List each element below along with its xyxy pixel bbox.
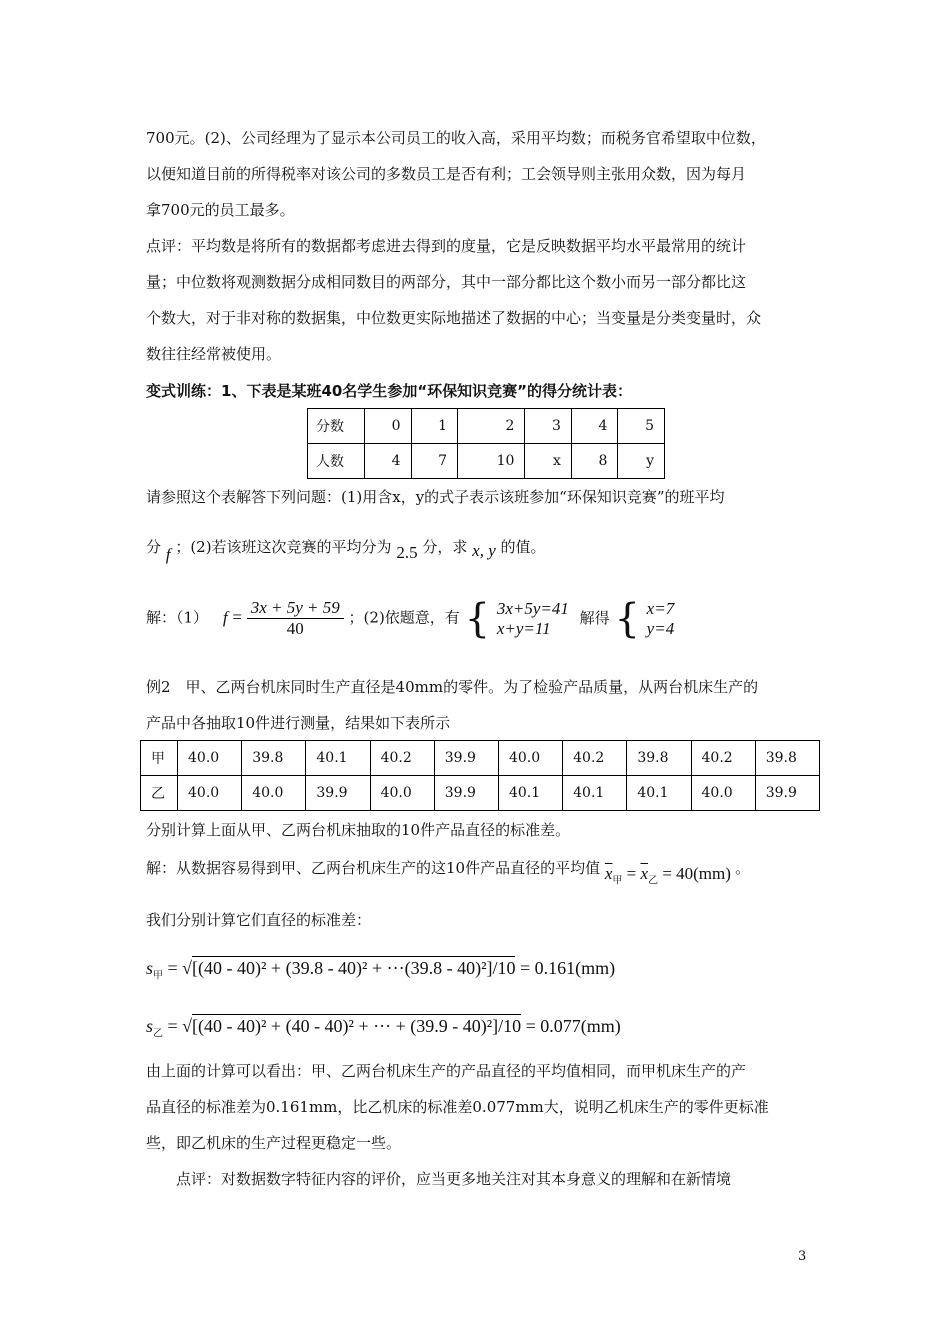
math-sub: 甲 <box>153 970 164 982</box>
table-cell: 40.0 <box>370 776 434 811</box>
table-cell: 4 <box>365 444 412 479</box>
sqrt-body: [(40 - 40)² + (39.8 - 40)² + ···(39.8 - 40)²]/10 <box>192 958 516 978</box>
table-cell: 3 <box>525 409 572 444</box>
mean-line <box>146 858 750 885</box>
table-cell: 乙 <box>141 776 178 811</box>
text-span: 解：（1） <box>146 608 209 627</box>
table-row <box>141 776 820 811</box>
std-formula-b: $s_乙 = √[(40 - 40)^2 + (40 - 40)^2$ + ··· + (39.9 - 40)²]/10 = 0.077(mm) <box>146 1016 621 1040</box>
example-line: 分别计算上面从甲、乙两台机床抽取的10件产品直径的标准差。 <box>146 821 571 839</box>
paragraph-line: 700元。(2)、公司经理为了显示本公司员工的收入高，采用平均数；而税务官希望取中位数， <box>146 129 766 147</box>
table-cell: 39.9 <box>306 776 370 811</box>
brace-icon: { <box>614 595 640 642</box>
math-var: $\overline{x}$ <box>604 864 613 883</box>
example-line: 例2 甲、乙两台机床同时生产直径是40mm的零件。为了检验产品质量，从两台机床生产的 <box>146 678 759 696</box>
exercise-title: 变式训练：1、下表是某班40名学生参加“环保知识竞赛”的得分统计表： <box>146 382 633 400</box>
table-cell: x <box>525 444 572 479</box>
table-cell: 10 <box>458 444 525 479</box>
fraction-denominator: 40 <box>286 619 304 638</box>
math-sub: 乙 <box>153 1028 164 1040</box>
table-cell: 40.0 <box>178 741 242 776</box>
text-span: 分，求 <box>422 538 468 556</box>
text-span: 解得 <box>579 608 610 627</box>
table-cell: 39.9 <box>434 741 498 776</box>
fraction-numerator: 3x + 5y + 59 <box>247 598 344 619</box>
text-span: ；(2)若该班这次竞赛的平均分为 <box>175 538 392 556</box>
math-value: 2.5 <box>396 543 418 562</box>
score-table <box>307 408 665 479</box>
table-cell: 39.8 <box>755 741 819 776</box>
text-span: 解：从数据容易得到甲、乙两台机床生产的这10件产品直径的平均值 <box>146 859 601 877</box>
math-var: s <box>146 958 154 978</box>
example-line: 产品中各抽取10件进行测量，结果如下表所示 <box>146 714 451 732</box>
equation: 3x+5y=41 <box>496 598 569 618</box>
math-sub: 甲 <box>612 875 623 887</box>
equation: x=7 <box>646 598 675 618</box>
brace-icon: { <box>464 595 491 642</box>
table-cell: 7 <box>411 444 458 479</box>
comment-line: 点评：平均数是将所有的数据都考虑进去得到的度量，它是反映数据平均水平最常用的统计 <box>146 237 747 255</box>
table-row <box>308 409 665 444</box>
table-cell: 甲 <box>141 741 178 776</box>
comment-line: 数往往经常被使用。 <box>146 345 282 363</box>
page-number: 3 <box>798 1249 807 1264</box>
conclusion-line: 品直径的标准差为0.161mm，比乙机床的标准差0.077mm大，说明乙机床生产的零件更标准 <box>146 1098 769 1116</box>
text-span: 的值。 <box>500 538 546 556</box>
table-cell: 40.1 <box>306 741 370 776</box>
math-var: s <box>146 1016 154 1036</box>
conclusion-line: 些，即乙机床的生产过程更稳定一些。 <box>146 1134 402 1152</box>
example-line: 我们分别计算它们直径的标准差： <box>146 911 372 929</box>
math-value: = 0.077(mm) <box>521 1016 621 1036</box>
table-cell: 人数 <box>308 444 365 479</box>
table-cell: 39.8 <box>242 741 306 776</box>
table-cell: 40.2 <box>563 741 627 776</box>
table-cell: 40.1 <box>563 776 627 811</box>
math-var: f <box>165 545 171 564</box>
sqrt-body: [(40 - 40)² + (40 - 40)² + ··· + (39.9 - 40)²]/10 <box>192 1016 522 1036</box>
math-value: = 40(mm) <box>658 864 731 883</box>
solution-line <box>146 595 675 648</box>
math-var: $\overline{x}$ <box>640 864 649 883</box>
equation-system <box>647 599 675 639</box>
table-cell: 39.9 <box>755 776 819 811</box>
table-cell: 40.0 <box>498 741 562 776</box>
equation: y=4 <box>646 618 675 638</box>
table-cell: 8 <box>571 444 618 479</box>
math-eq: = <box>232 607 242 627</box>
table-cell: y <box>618 444 665 479</box>
table-cell: 40.1 <box>627 776 691 811</box>
text-span: 分 <box>146 538 162 556</box>
math-eq: = <box>622 864 641 883</box>
math-var: x, y <box>472 541 496 560</box>
table-cell: 5 <box>618 409 665 444</box>
table-cell: 4 <box>571 409 618 444</box>
table-cell: 分数 <box>308 409 365 444</box>
text-span: ；(2)依题意，有 <box>348 608 460 627</box>
table-cell: 0 <box>365 409 412 444</box>
conclusion-line: 由上面的计算可以看出：甲、乙两台机床生产的产品直径的平均值相同，而甲机床生产的产 <box>146 1062 747 1080</box>
measurement-table <box>140 740 820 811</box>
table-cell: 1 <box>411 409 458 444</box>
table-cell: 39.8 <box>627 741 691 776</box>
table-row <box>308 444 665 479</box>
fraction <box>247 598 344 639</box>
math-value: = 0.161(mm) <box>515 958 616 978</box>
math-var: f <box>222 607 228 627</box>
text-span: 。 <box>735 859 751 877</box>
table-cell: 39.9 <box>434 776 498 811</box>
question-line <box>146 537 546 564</box>
table-cell: 2 <box>458 409 525 444</box>
equation: x+y=11 <box>496 618 551 638</box>
comment-line: 量；中位数将观测数据分成相同数目的两部分，其中一部分都比这个数小而另一部分都比这 <box>146 273 747 291</box>
table-cell: 40.2 <box>370 741 434 776</box>
table-cell: 40.2 <box>691 741 755 776</box>
mean-formula <box>604 864 735 887</box>
table-row <box>141 741 820 776</box>
math-sub: 乙 <box>648 875 659 887</box>
table-cell: 40.0 <box>691 776 755 811</box>
comment-line: 点评：对数据数字特征内容的评价，应当更多地关注对其本身意义的理解和在新情境 <box>146 1170 732 1188</box>
paragraph-line: 拿700元的员工最多。 <box>146 201 295 219</box>
paragraph-line: 以便知道目前的所得税率对该公司的多数员工是否有利；工会领导则主张用众数，因为每月 <box>146 165 747 183</box>
comment-line: 个数大，对于非对称的数据集，中位数更实际地描述了数据的中心；当变量是分类变量时，众 <box>146 309 762 327</box>
table-cell: 40.0 <box>178 776 242 811</box>
std-formula-a: $s_甲 = √[(40 - 40)^2 + (39.8 - 40)^2 + \cdot\cdot\cdot(39.8 - 40)^2]/10 = 0.161(mm)$ <box>146 958 616 982</box>
equation-system <box>497 599 569 639</box>
question-line: 请参照这个表解答下列问题：(1)用含x，y的式子表示该班参加“环保知识竞赛”的班平均 <box>146 488 725 506</box>
table-cell: 40.0 <box>242 776 306 811</box>
table-cell: 40.1 <box>498 776 562 811</box>
